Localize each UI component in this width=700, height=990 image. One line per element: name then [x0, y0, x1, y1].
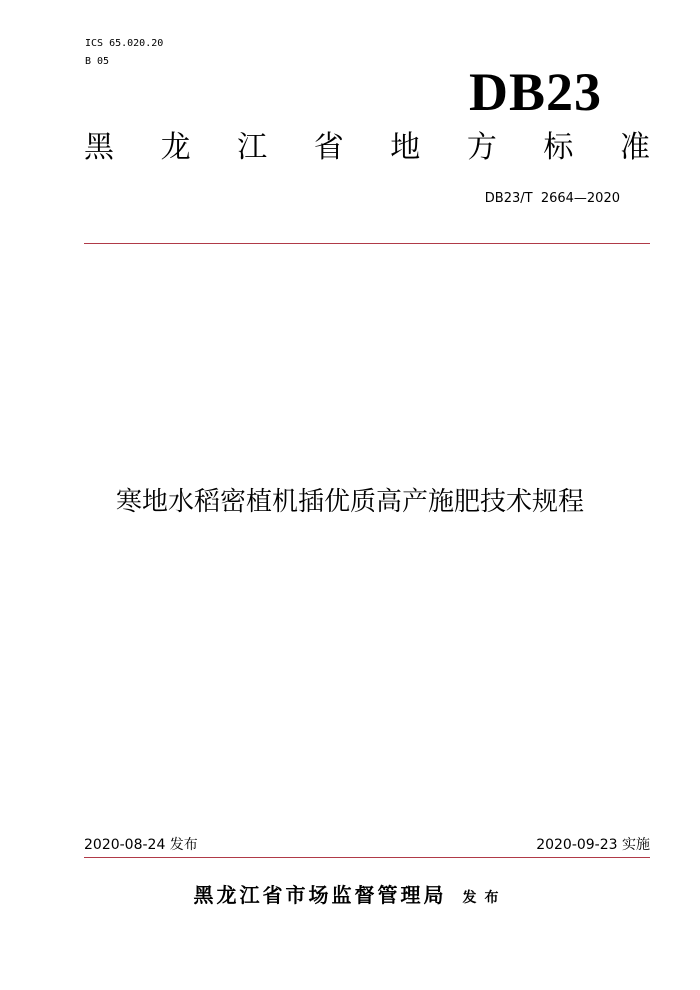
issue-date: 2020-08-24 发布 [84, 837, 198, 853]
publish-label: 发布 [462, 890, 507, 906]
ccs-code: B 05 [85, 56, 110, 67]
standard-type-char: 地 [390, 130, 421, 165]
standard-type-char: 黑 [84, 130, 114, 165]
bottom-divider [84, 857, 650, 858]
implementation-date: 2020-09-23 实施 [536, 837, 650, 853]
standard-number: DB23/T 2664—2020 [484, 191, 620, 206]
standard-type-heading [84, 128, 650, 168]
standard-type-char: 标 [543, 130, 574, 165]
standard-type-char: 方 [466, 130, 497, 165]
standard-type-char: 准 [619, 130, 650, 165]
db23-logo: DB23 [468, 62, 602, 122]
document-title: 寒地水稻密植机插优质高产施肥技术规程 [115, 487, 584, 517]
publisher-line [0, 882, 700, 911]
publisher-name: 黑龙江省市场监督管理局 [193, 883, 447, 907]
standard-type-char: 龙 [160, 130, 191, 165]
standard-type-char: 省 [313, 130, 344, 165]
ics-code: ICS 65.020.20 [85, 38, 164, 49]
top-divider [84, 243, 650, 244]
standard-type-char: 江 [237, 130, 268, 165]
